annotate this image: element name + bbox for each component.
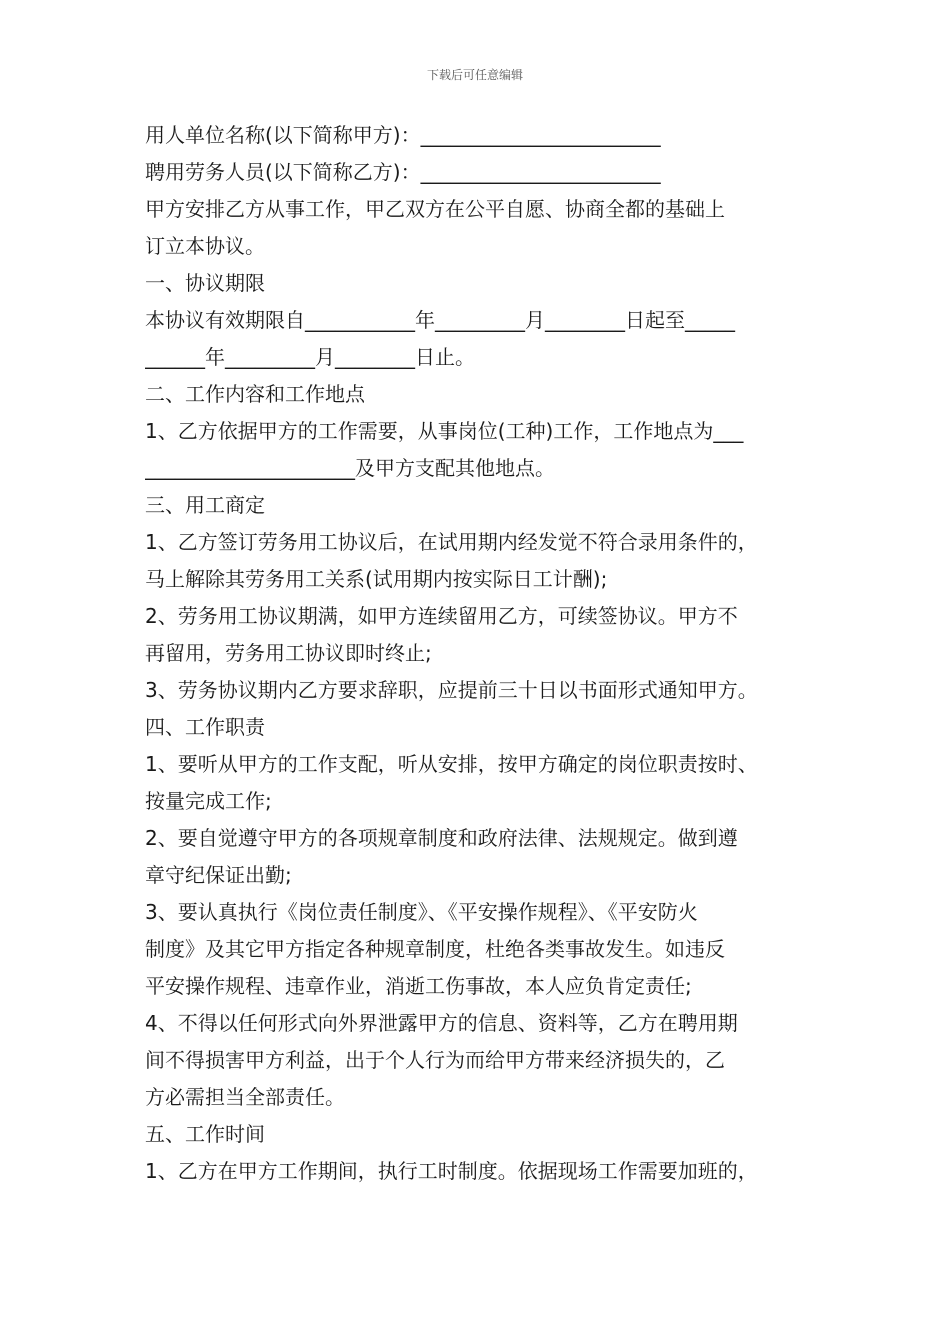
paragraph-line: ______年_________月________日止。 (145, 345, 475, 369)
employee-name-line: 聘用劳务人员(以下简称乙方)：________________________ (145, 160, 661, 184)
paragraph-line: 1、乙方在甲方工作期间，执行工时制度。依据现场工作需要加班的， (145, 1159, 758, 1183)
paragraph-line: 1、要听从甲方的工作支配，听从安排，按甲方确定的岗位职责按时、 (145, 752, 758, 776)
paragraph-line: 章守纪保证出勤; (145, 863, 292, 887)
section-heading: 二、工作内容和工作地点 (145, 382, 365, 406)
paragraph-line: 1、乙方依据甲方的工作需要，从事岗位(工种)工作，工作地点为___ (145, 419, 744, 443)
section-heading: 五、工作时间 (145, 1122, 265, 1146)
paragraph-line: 本协议有效期限自___________年_________月________日起至_____ (145, 308, 735, 332)
paragraph-line: 制度》及其它甲方指定各种规章制度，杜绝各类事故发生。如违反 (145, 937, 725, 961)
paragraph-line: 1、乙方签订劳务用工协议后，在试用期内经发觉不符合录用条件的， (145, 530, 758, 554)
paragraph-line: 2、劳务用工协议期满，如甲方连续留用乙方，可续签协议。甲方不 (145, 604, 738, 628)
section-heading: 四、工作职责 (145, 715, 265, 739)
paragraph-line: 再留用，劳务用工协议即时终止; (145, 641, 432, 665)
paragraph-line: 按量完成工作; (145, 789, 272, 813)
employer-name-line: 用人单位名称(以下简称甲方)：________________________ (145, 123, 661, 147)
section-heading: 三、用工商定 (145, 493, 265, 517)
section-heading: 一、协议期限 (145, 271, 265, 295)
paragraph-line: 3、劳务协议期内乙方要求辞职，应提前三十日以书面形式通知甲方。 (145, 678, 758, 702)
paragraph-line: 方必需担当全部责任。 (145, 1085, 345, 1109)
paragraph-line: 2、要自觉遵守甲方的各项规章制度和政府法律、法规规定。做到遵 (145, 826, 738, 850)
paragraph-line: 订立本协议。 (145, 234, 265, 258)
document-body (145, 117, 825, 1190)
paragraph-line: 马上解除其劳务用工关系(试用期内按实际日工计酬); (145, 567, 608, 591)
paragraph-line: 甲方安排乙方从事工作，甲乙双方在公平自愿、协商全都的基础上 (145, 197, 725, 221)
paragraph-line: _____________________及甲方支配其他地点。 (145, 456, 555, 480)
paragraph-line: 间不得损害甲方利益，出于个人行为而给甲方带来经济损失的，乙 (145, 1048, 725, 1072)
paragraph-line: 4、不得以任何形式向外界泄露甲方的信息、资料等，乙方在聘用期 (145, 1011, 738, 1035)
page-header: 下载后可任意编辑 (426, 68, 523, 82)
paragraph-line: 平安操作规程、违章作业，消逝工伤事故，本人应负肯定责任; (145, 974, 692, 998)
paragraph-line: 3、要认真执行《岗位责任制度》、《平安操作规程》、《平安防火 (145, 900, 698, 924)
